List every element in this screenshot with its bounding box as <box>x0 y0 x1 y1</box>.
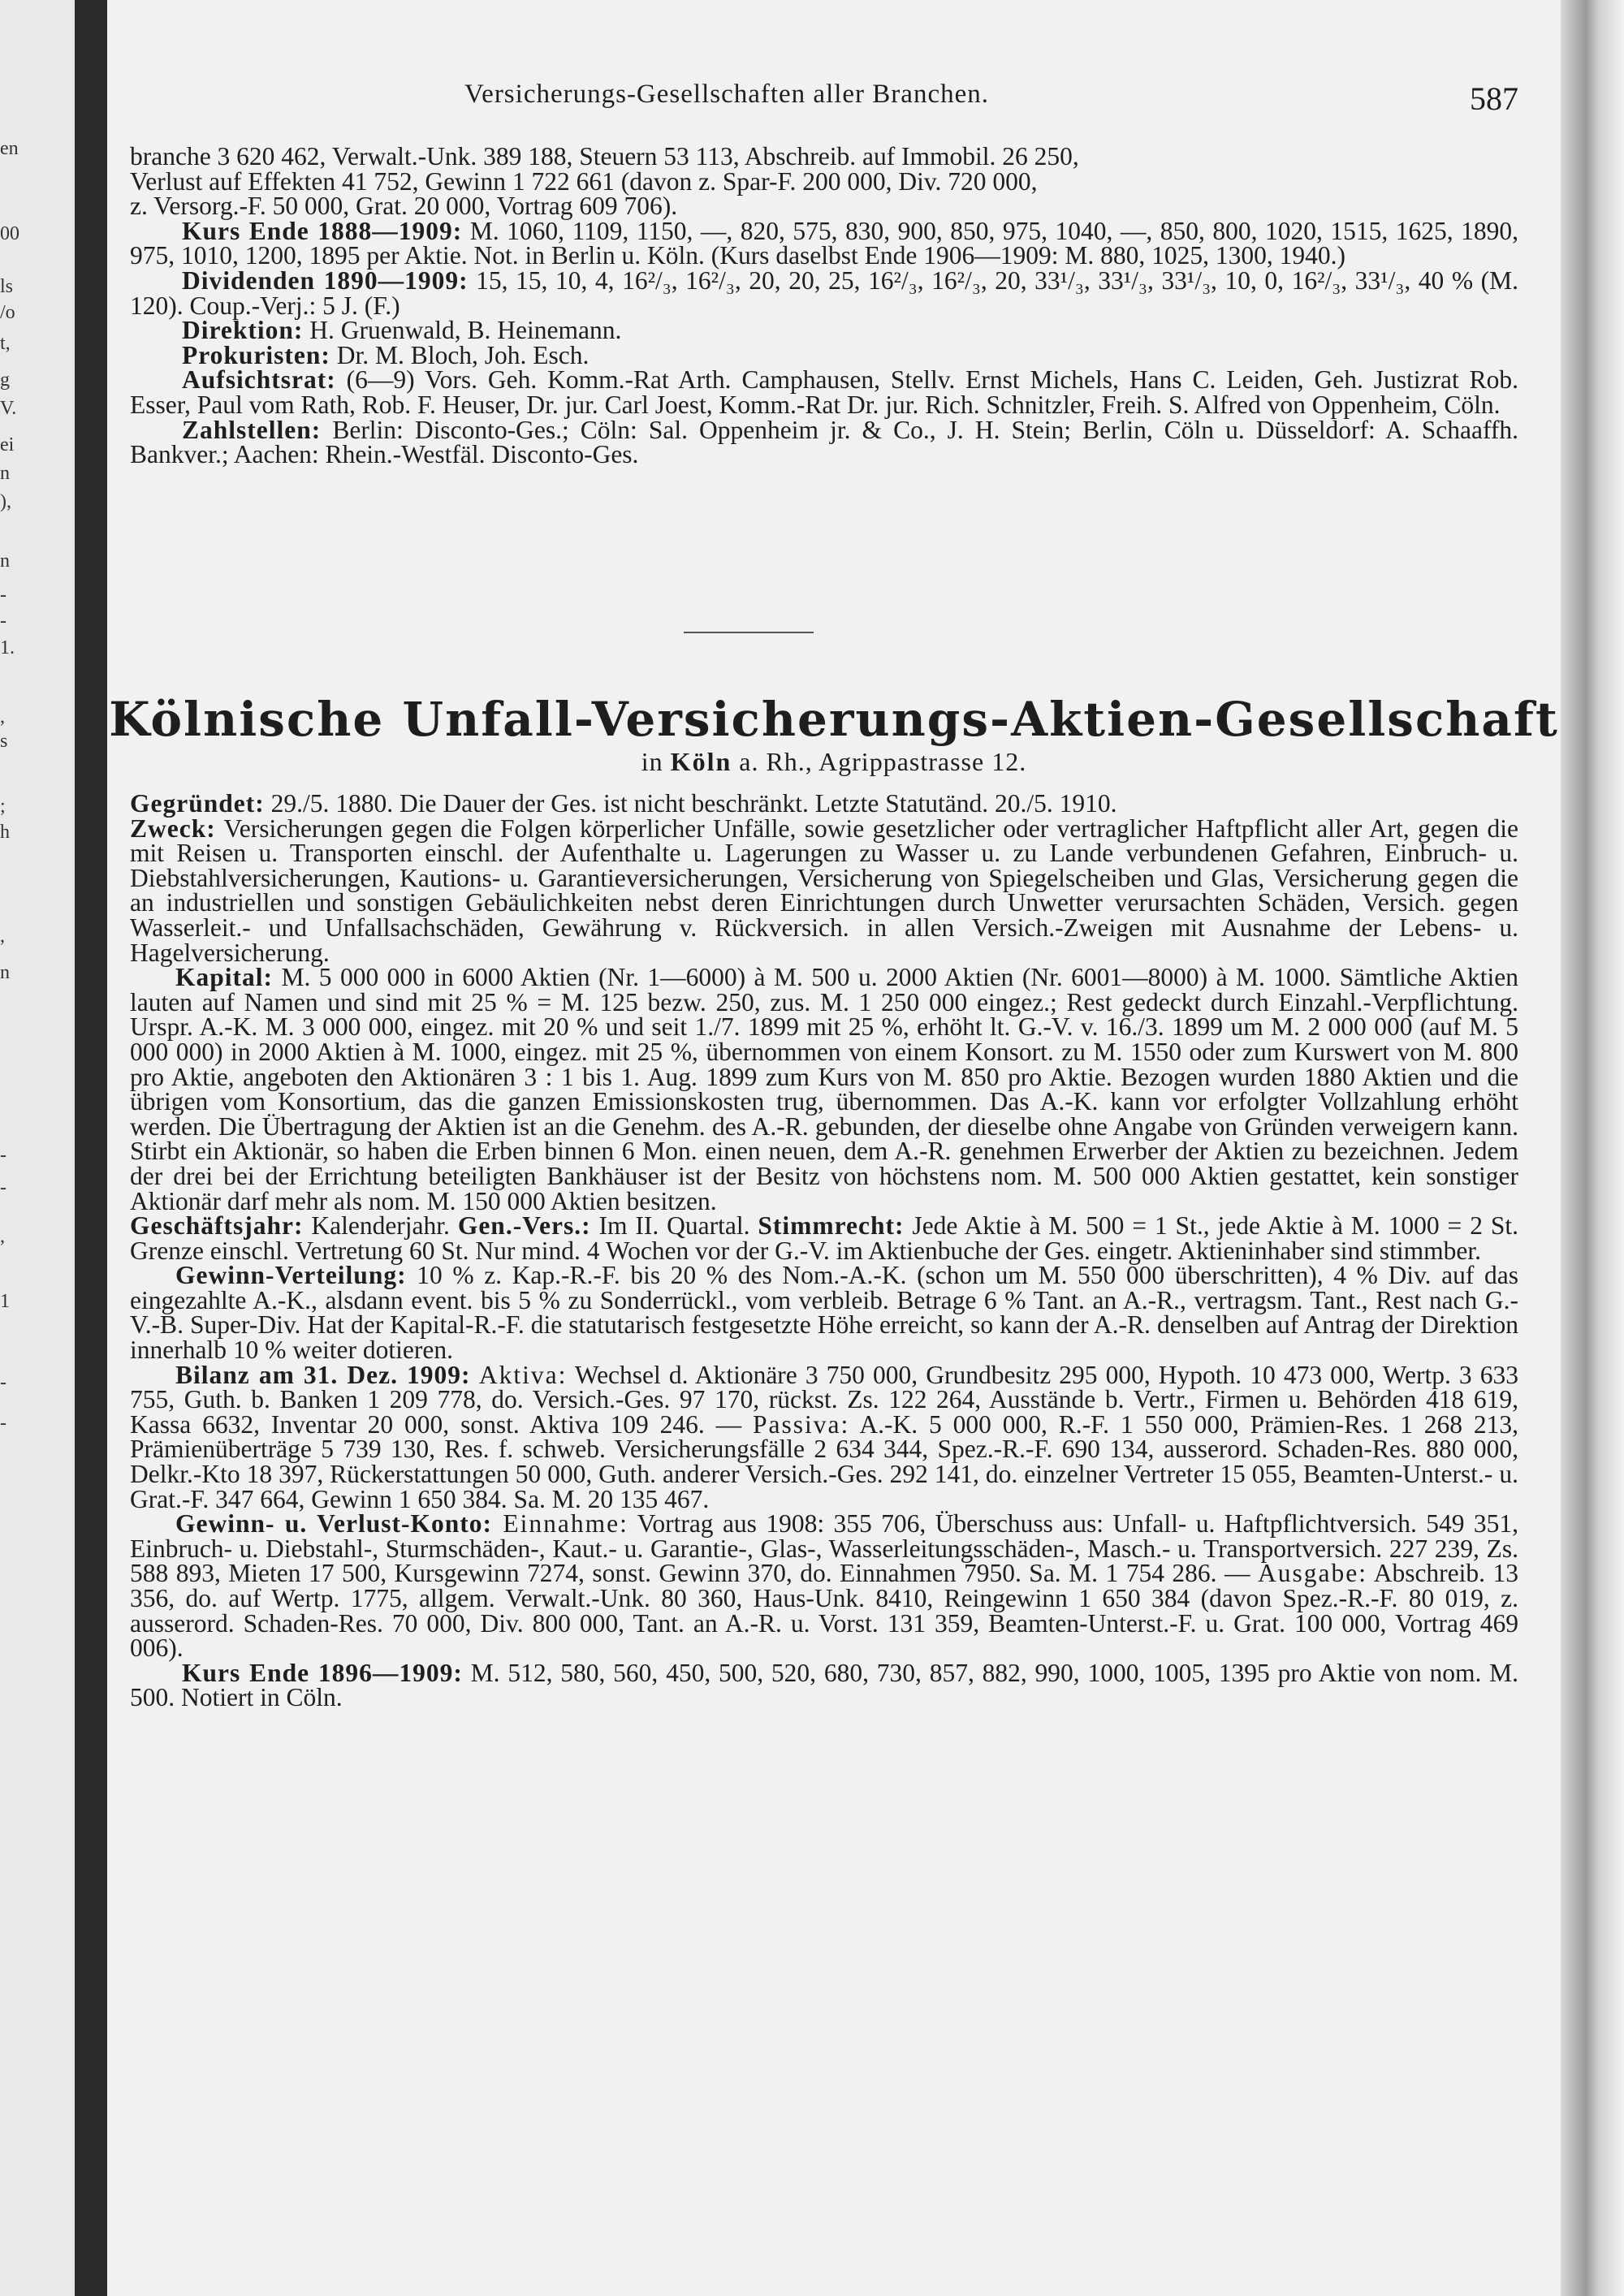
running-title: Versicherungs-Gesellschaften aller Branchen. <box>464 80 989 109</box>
margin-fragment: ), <box>0 491 11 512</box>
gewinnverteilung-label: Gewinn-Verteilung: <box>175 1261 407 1290</box>
book-page <box>107 0 1561 2296</box>
prokuristen-text: Dr. M. Bloch, Joh. Esch. <box>330 340 590 369</box>
page-edge-shadow <box>1561 0 1624 2296</box>
passiva-word: Passiva: <box>752 1409 850 1439</box>
margin-fragment: 1 <box>0 1291 10 1312</box>
company-entry <box>130 789 1519 1712</box>
margin-fragment: ei <box>0 434 15 455</box>
bilanz-paragraph <box>130 1360 1519 1513</box>
zahlstellen-label: Zahlstellen: <box>182 415 322 444</box>
kurs-paragraph <box>130 216 1519 270</box>
ausgabe-text: Abschreib. 13 356, do. auf Wertp. 1775, allgem. Verwalt.-Unk. 80 360, Haus-Unk. 8410, Reingewinn 1 650 384 (davon Spez.-R.-F. 80 019, z. ausserord. Schaden-Res. 70 000, Div. 800 000, Tant. an A.-R. u. Vorst. 131 359, Beamten-Unterst.-F. u. Grat. 100 000, Vortrag 469 006). <box>130 1559 1518 1663</box>
kapital-text: M. 5 000 000 in 6000 Aktien (Nr. 1—6000) à M. 500 u. 2000 Aktien (Nr. 6001—8000) à M. 1000. Sämtliche Aktien lauten auf Namen und sind mit 25 % = M. 125 bezw. 250, zus. M. 1 250 000 eingez.; Rest gedeckt durch Einzahl.-Verpflichtung. Urspr. A.-K. M. 3 000 000, eingez. mit 20 % und seit 1./7. 1899 mit 25 %, erhöht lt. G.-V. v. 16./3. 1899 um M. 2 000 000 (auf M. 5 000 000) in 2000 Aktien à M. 1000, eingez. mit 25 %, übernommen von einem Konsort. zu M. 1550 oder zum Kurswert von M. 800 pro Aktie, angeboten den Aktionären 3 : 1 bis 1. Aug. 1899 zum Kurs von M. 850 pro Aktie. Bezogen wurden 1880 Aktien und die übrigen vom Konsortium, das die ganzen Emissionskosten trug, übernommen. Das A.-K. kann vor erfolgter Vollzahlung erhöht werden. Die Übertragung der Aktien ist an die Genehm. des A.-R. gebunden, der dieselbe ohne Angabe von Gründen verweigern kann. Stirbt ein Aktionär, so haben die Erben binnen 6 Mon. einen neuen, dem A.-R. genehmen Erwerber der Aktien zu bezeichnen. Jedem der drei bei der Errichtung beteiligten Bankhäuser ist der Besitz von höchstens nom. M. 500 000 Aktien gestattet, kein sonstiger Aktionär darf mehr als nom. M. 150 000 Aktien besitzen. <box>130 963 1518 1215</box>
margin-fragment: s <box>0 731 8 752</box>
margin-fragment: - <box>0 1177 6 1198</box>
dividenden-text: 15, 15, 10, 4, 16²/₃, 16²/₃, 20, 20, 25, 16²/₃, 16²/₃, 20, 33¹/₃, 33¹/₃, 33¹/₃, 10, 0, 16²/₃, 33¹/₃, 40 % (M. 120). Coup.-Verj.: 5 J. (F.) <box>130 265 1518 320</box>
address-city: Köln <box>670 747 732 776</box>
margin-fragment: n <box>0 550 10 572</box>
stimmrecht-text: Jede Aktie à M. 500 = 1 St., jede Aktie à M. 1000 = 2 St. Grenze einschl. Vertretung 60 St. Nur mind. 4 Wochen vor der G.-V. im Aktienbuche der Ges. eingetr. Aktieninhaber sind stimmber. <box>130 1211 1518 1265</box>
geschaeftsjahr-text: Kalenderjahr. <box>303 1211 458 1241</box>
margin-fragment: - <box>0 585 6 606</box>
address-prefix: in <box>641 747 671 776</box>
zahlstellen-paragraph <box>130 415 1518 469</box>
kapital-label: Kapital: <box>175 963 274 992</box>
geschaeftsjahr-label: Geschäftsjahr: <box>130 1211 304 1241</box>
margin-fragment: ; <box>0 796 6 817</box>
kurs-label: Kurs Ende 1888—1909: <box>182 216 463 245</box>
margin-fragment: g <box>0 369 10 391</box>
margin-fragment: - <box>0 611 6 632</box>
bilanz-label: Bilanz am 31. Dez. 1909: <box>175 1360 471 1389</box>
margin-fragment: V. <box>0 398 17 419</box>
geschaeftsjahr-paragraph <box>130 1211 1518 1265</box>
prokuristen-label: Prokuristen: <box>182 340 330 369</box>
aufsichtsrat-label: Aufsichtsrat: <box>182 365 336 395</box>
kurs-paragraph <box>130 1658 1518 1712</box>
guv-paragraph <box>130 1509 1518 1663</box>
dividenden-paragraph <box>130 265 1518 320</box>
genvers-label: Gen.-Vers.: <box>457 1211 591 1241</box>
margin-fragment: - <box>0 1145 6 1166</box>
margin-fragment: 00 <box>0 223 19 244</box>
page-number: 587 <box>1470 80 1518 117</box>
margin-fragment: , <box>0 706 5 727</box>
margin-fragment: h <box>0 822 10 843</box>
intro-line: branche 3 620 462, Verwalt.-Unk. 389 188, Steuern 53 113, Abschreib. auf Immobil. 26 250, <box>130 142 1079 170</box>
einnahme-text: Vortrag aus 1908: 355 706, Überschuss aus: Unfall- u. Haftpflichtversich. 549 351, Einbruch- u. Diebstahl-, Sturmschäden-, Kaut.- u. Garantie-, Glas-, Wasserleitungsschäden-, Masch.- u. Transportversich. 227 239, Zs. 588 893, Mieten 17 500, Kursgewinn 7274, sonst. Gewinn 370, do. Einnahmen 7950. Sa. M. 1 754 286. — <box>130 1509 1518 1588</box>
margin-fragment: en <box>0 138 19 159</box>
direktion-paragraph <box>130 318 1518 343</box>
dividenden-label: Dividenden 1890—1909: <box>182 265 469 295</box>
aktiva-text: Wechsel d. Aktionäre 3 750 000, Grundbesitz 295 000, Hypoth. 10 473 000, Wertp. 3 633 755, Guth. b. Banken 1 209 778, do. Versich.-Ges. 97 170, rückst. Zs. 122 264, Ausstände b. Vertr., Firmen u. Behörden 418 619, Kassa 6632, Inventar 20 000, sonst. Aktiva 109 246. — <box>130 1360 1518 1439</box>
previous-page-margin <box>0 0 76 2296</box>
margin-fragment: n <box>0 962 10 983</box>
direktion-text: H. Gruenwald, B. Heinemann. <box>303 316 622 345</box>
section-divider <box>684 632 814 633</box>
zweck-label: Zweck: <box>130 814 216 843</box>
previous-company-entry <box>130 142 1519 469</box>
margin-fragment: ls <box>0 276 14 297</box>
gegruendet-label: Gegründet: <box>130 789 265 818</box>
stimmrecht-label: Stimmrecht: <box>758 1211 905 1241</box>
gewinnverteilung-text: 10 % z. Kap.-R.-F. bis 20 % des Nom.-A.-K. (schon um M. 550 000 überschritten), 4 % Div. auf das eingezahlte A.-K., alsdann event. bis 5 % zu Sonderrückl., vom verbleib. Betrage 6 % Tant. an A.-R., vertragsm. Tant., Rest nach G.-V.-B. Super-Div. Hat der Kapital-R.-F. die statutarisch festgesetzte Höhe erreicht, so kann der A.-R. denselben auf Antrag der Direktion innerhalb 10 % weiter dotieren. <box>130 1261 1518 1365</box>
margin-fragment: /o <box>0 302 15 323</box>
margin-fragment: 1. <box>0 637 15 658</box>
kurs-text: M. 512, 580, 560, 450, 500, 520, 680, 730, 857, 882, 990, 1000, 1005, 1395 pro Aktie von nom. M. 500. Notiert in Cöln. <box>130 1658 1518 1712</box>
address-suffix: a. Rh., Agrippastrasse 12. <box>732 747 1027 776</box>
margin-fragment: - <box>0 1372 6 1393</box>
margin-fragment: , <box>0 926 5 947</box>
margin-fragment: , <box>0 1226 5 1247</box>
gegruendet-text: 29./5. 1880. Die Dauer der Ges. ist nicht beschränkt. Letzte Statutänd. 20./5. 1910. <box>264 789 1117 818</box>
margin-fragment: t, <box>0 333 11 354</box>
direktion-label: Direktion: <box>182 316 304 345</box>
company-address <box>107 747 1561 777</box>
aufsichtsrat-paragraph <box>130 365 1518 419</box>
intro-line: Verlust auf Effekten 41 752, Gewinn 1 722 661 (davon z. Spar-F. 200 000, Div. 720 000, <box>130 166 1038 196</box>
einnahme-word: Einnahme: <box>491 1509 628 1539</box>
aktiva-word: Aktiva: <box>470 1360 568 1389</box>
book-gutter <box>75 0 107 2296</box>
prokuristen-paragraph <box>130 340 1518 369</box>
genvers-text: Im II. Quartal. <box>590 1211 758 1241</box>
kurs-text: M. 1060, 1109, 1150, —, 820, 575, 830, 900, 850, 975, 1040, —, 850, 800, 1020, 1515, 1625, 1890, 975, 1010, 1200, 1895 per Aktie. Not. in Berlin u. Köln. (Kurs daselbst Ende 1906—1909: M. 880, 1025, 1300, 1940.) <box>130 216 1519 270</box>
zweck-paragraph <box>130 814 1518 967</box>
passiva-text: A.-K. 5 000 000, R.-F. 1 550 000, Prämien-Res. 1 268 213, Prämienüberträge 5 739 130, Res. f. schweb. Versicherungsfälle 2 634 344, Spez.-R.-F. 690 134, ausserord. Schaden-Res. 880 000, Delkr.-Kto 18 397, Rückerstattungen 50 000, Guth. anderer Versich.-Ges. 292 141, do. einzelner Vertreter 15 055, Beamten-Unterst.- u. Grat.-F. 347 664, Gewinn 1 650 384. Sa. M. 20 135 467. <box>130 1409 1519 1513</box>
kurs-label: Kurs Ende 1896—1909: <box>182 1658 463 1687</box>
margin-fragment: n <box>0 463 10 484</box>
kapital-paragraph <box>130 965 1518 1214</box>
gewinnverteilung-paragraph <box>130 1261 1518 1365</box>
ausgabe-word: Ausgabe: <box>1257 1559 1367 1588</box>
margin-fragment: - <box>0 1413 6 1434</box>
zahlstellen-text: Berlin: Disconto-Ges.; Cöln: Sal. Oppenheim jr. & Co., J. H. Stein; Berlin, Cöln u. Düsseldorf: A. Schaaffh. Bankver.; Aachen: Rhein.-Westfäl. Disconto-Ges. <box>130 415 1518 469</box>
guv-label: Gewinn- u. Verlust-Konto: <box>175 1509 492 1539</box>
gegruendet-paragraph <box>130 789 1518 818</box>
zweck-text: Versicherungen gegen die Folgen körperlicher Unfälle, sowie gesetzlicher oder vertraglicher Haftpflicht aller Art, gegen die mit Reisen u. Transporten einschl. der Aufenthalte u. Lagerungen zu Wasser u. zu Lande verbundenen Gefahren, Einbruch- u. Diebstahlversicherungen, Kautions- u. Garantieversicherungen, Versicherung von Spiegelscheiben und Glas, Versicherung gegen die an industriellen und sonstigen Gebäulichkeiten nebst deren Einrichtungen durch Unwetter verursachten Schäden, Versich. gegen Wasserleit.- und Unfallsachschäden, Gewährung v. Rückversich. in allen Versich.-Zweigen mit Ausnahme der Lebens- u. Hagelversicherung. <box>130 814 1518 967</box>
intro-line: z. Versorg.-F. 50 000, Grat. 20 000, Vortrag 609 706). <box>130 192 678 221</box>
company-title: Kölnische Unfall-Versicherungs-Aktien-Gesellschaft <box>109 692 1559 747</box>
aufsichtsrat-text: (6—9) Vors. Geh. Komm.-Rat Arth. Camphausen, Stellv. Ernst Michels, Hans C. Leiden, Geh. Justizrat Rob. Esser, Paul vom Rath, Rob. F. Heuser, Dr. jur. Carl Joest, Komm.-Rat Dr. jur. Rich. Schnitzler, Freih. S. Alfred von Oppenheim, Cöln. <box>130 365 1518 419</box>
